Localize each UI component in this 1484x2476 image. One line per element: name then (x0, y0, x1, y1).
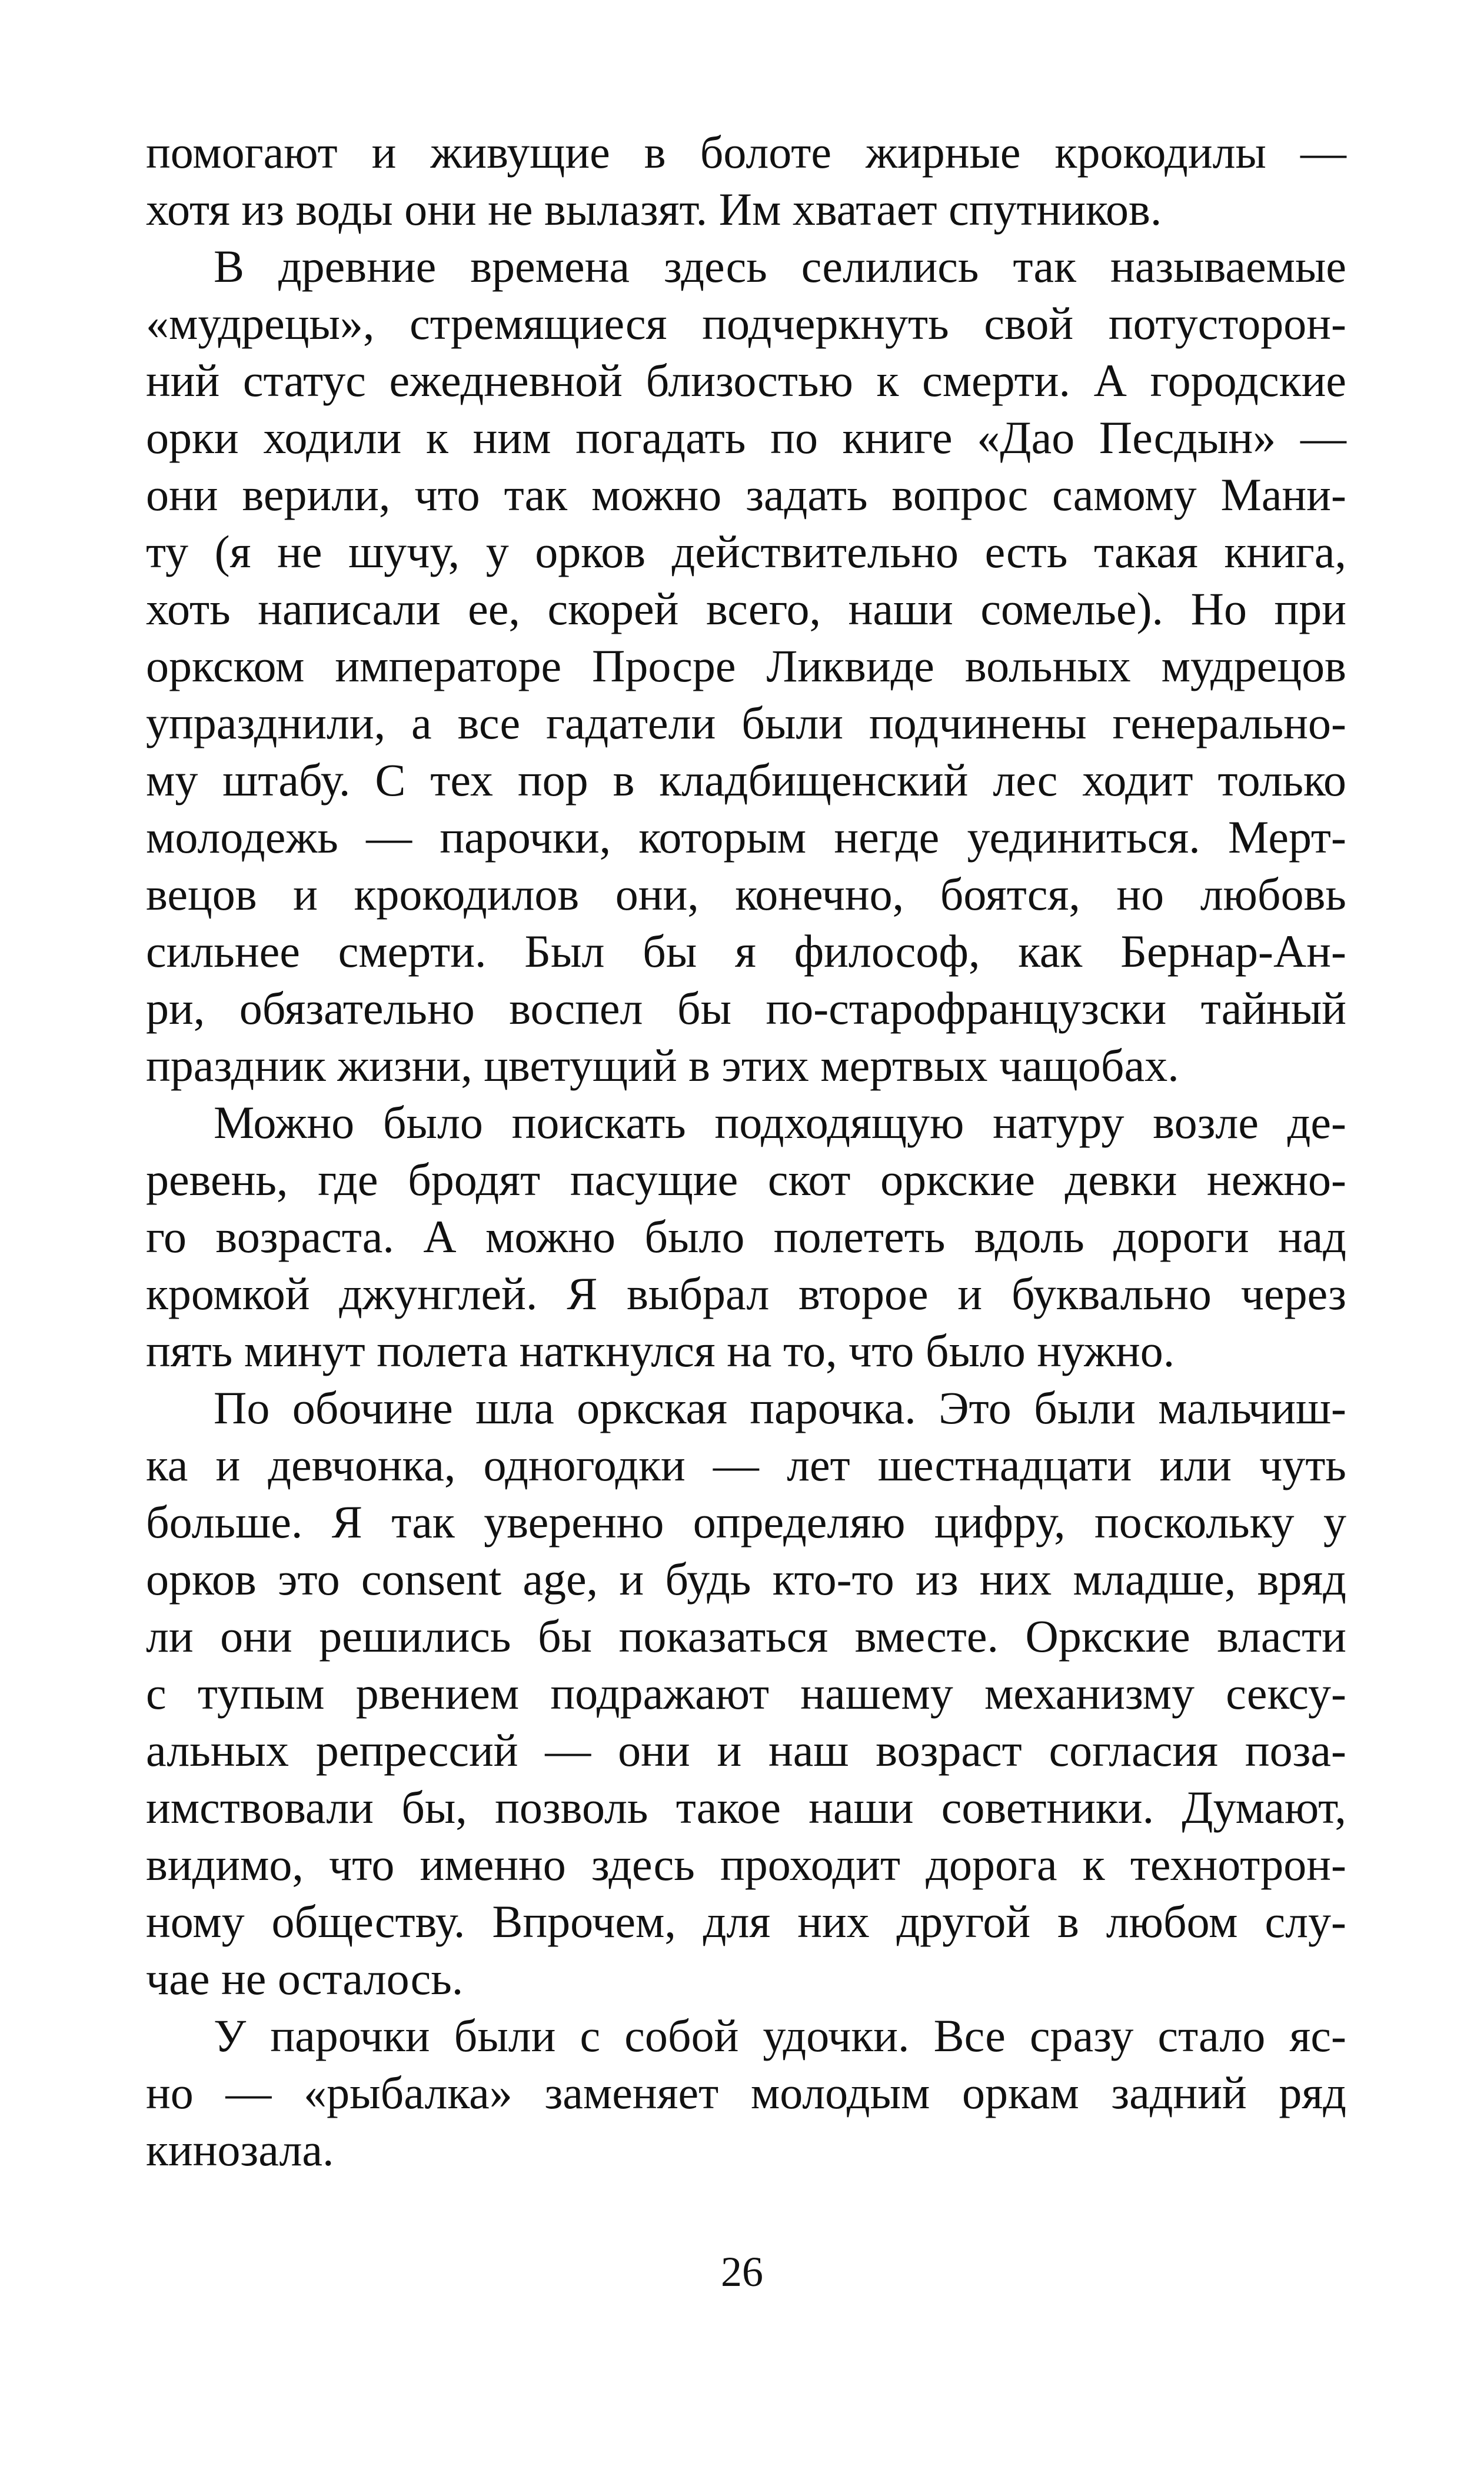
text-line: орков это consent age, и будь кто-то из них младше, вряд (146, 1553, 1346, 1605)
text-line: му штабу. С тех пор в кладбищенский лес ходит только (146, 754, 1346, 806)
text-line: пять минут полета наткнулся на то, что было нужно. (146, 1325, 1175, 1376)
text-line: По обочине шла оркская парочка. Это были мальчиш- (214, 1382, 1346, 1433)
body-text (146, 124, 1346, 2178)
text-line: ли они решились бы показаться вместе. Оркские власти (146, 1610, 1346, 1662)
paragraph (146, 1379, 1346, 2007)
paragraph (146, 238, 1346, 1094)
text-line: видимо, что именно здесь проходит дорога к технотрон- (146, 1839, 1346, 1890)
text-line: У парочки были с собой удочки. Все сразу стало яс- (214, 2010, 1346, 2061)
text-line: альных репрессий — они и наш возраст согласия поза- (146, 1725, 1346, 1776)
page-number: 26 (721, 2248, 763, 2295)
text-line: больше. Я так уверенно определяю цифру, поскольку у (146, 1496, 1346, 1548)
text-line: го возраста. А можно было полететь вдоль дороги над (146, 1211, 1346, 1262)
text-line: орки ходили к ним погадать по книге «Дао Песдын» — (146, 412, 1346, 463)
text-line: но — «рыбалка» заменяет молодым оркам задний ряд (146, 2067, 1346, 2118)
text-line: сильнее смерти. Был бы я философ, как Бернар-Ан- (146, 926, 1346, 977)
text-line: ту (я не шучу, у орков действительно есть такая книга, (146, 526, 1346, 577)
paragraph (146, 1094, 1346, 1379)
paragraph (146, 2007, 1346, 2178)
text-line: Можно было поискать подходящую натуру возле де- (214, 1097, 1346, 1148)
text-line: «мудрецы», стремящиеся подчеркнуть свой потусторон- (146, 298, 1346, 349)
text-line: они верили, что так можно задать вопрос самому Мани- (146, 469, 1346, 520)
text-line: помогают и живущие в болоте жирные крокодилы — (146, 127, 1346, 178)
text-line: хоть написали ее, скорей всего, наши сомелье). Но при (146, 583, 1346, 634)
text-line: ка и девчонка, одногодки — лет шестнадцати или чуть (146, 1439, 1346, 1490)
text-line: кинозала. (146, 2124, 334, 2175)
text-line: ному обществу. Впрочем, для них другой в любом слу- (146, 1896, 1346, 1947)
text-line: вецов и крокодилов они, конечно, боятся, но любовь (146, 868, 1346, 920)
text-line: упразднили, а все гадатели были подчинены генерально- (146, 697, 1346, 748)
text-line: праздник жизни, цветущий в этих мертвых чащобах. (146, 1040, 1179, 1091)
text-line: с тупым рвением подражают нашему механизму сексу- (146, 1668, 1346, 1719)
text-line: молодежь — парочки, которым негде уединиться. Мерт- (146, 811, 1346, 863)
text-line: оркском императоре Просре Ликвиде вольных мудрецов (146, 640, 1346, 691)
text-line: В древние времена здесь селились так называемые (214, 241, 1346, 292)
text-line: ний статус ежедневной близостью к смерти. А городские (146, 355, 1346, 406)
text-line: чае не осталось. (146, 1953, 464, 2004)
text-line: кромкой джунглей. Я выбрал второе и буквально через (146, 1268, 1346, 1319)
text-line: ри, обязательно воспел бы по-старофранцузски тайный (146, 983, 1346, 1034)
text-line: ревень, где бродят пасущие скот оркские девки нежно- (146, 1154, 1346, 1205)
text-line: имствовали бы, позволь такое наши советники. Думают, (146, 1782, 1346, 1833)
text-line: хотя из воды они не вылазят. Им хватает спутников. (146, 184, 1162, 235)
paragraph (146, 124, 1346, 238)
